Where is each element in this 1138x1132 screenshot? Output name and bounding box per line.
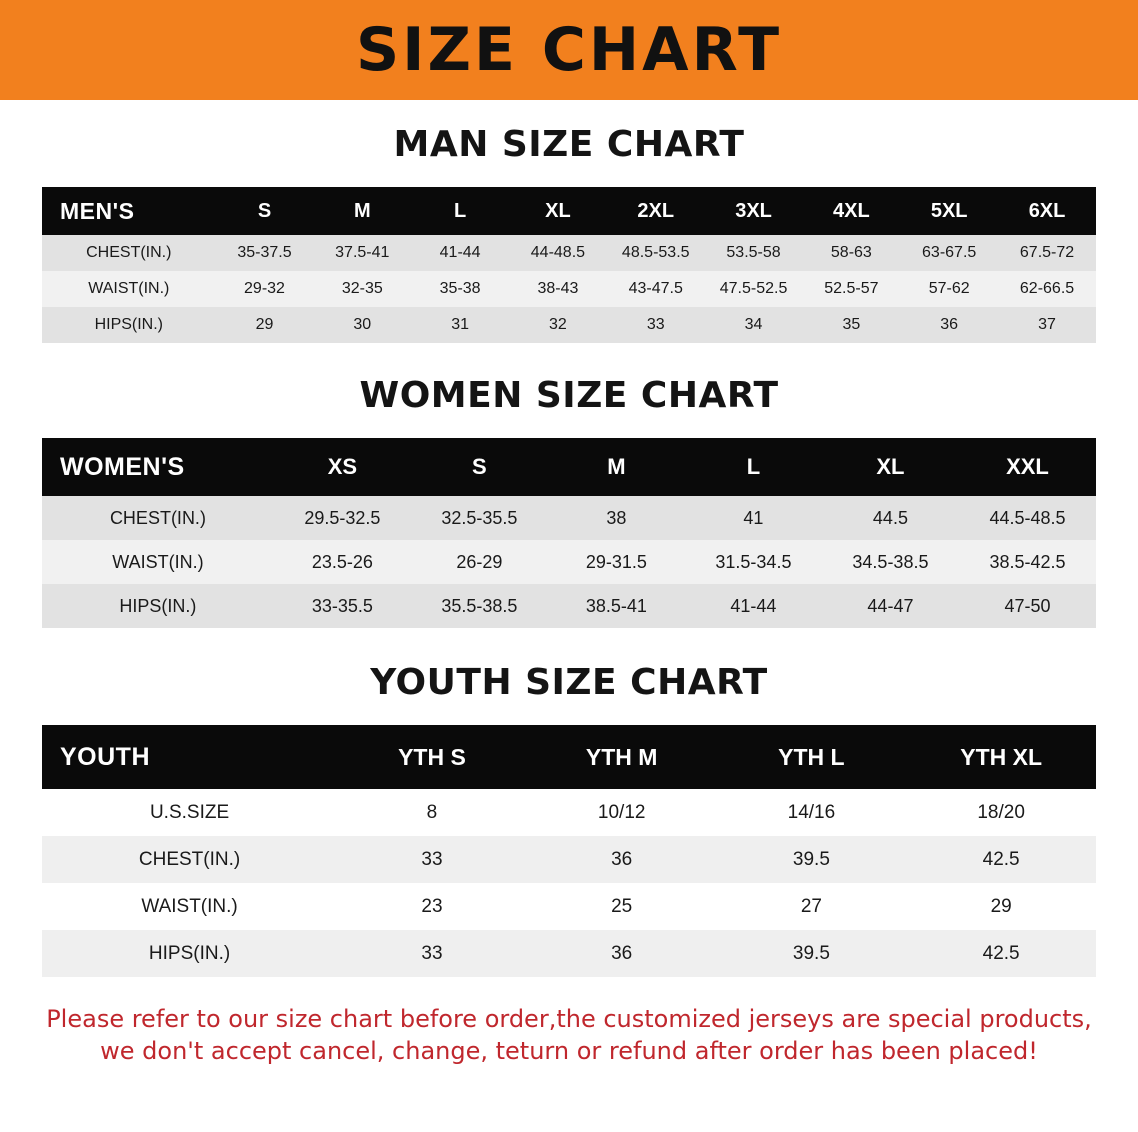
women-cell: 23.5-26 [311, 551, 373, 572]
man-header-cell: MEN'S [60, 197, 135, 224]
youth-table-header-row [42, 725, 1096, 789]
women-header-cell: S [472, 454, 487, 479]
man-cell: 31 [451, 316, 469, 333]
page-banner [0, 0, 1138, 100]
women-header-cell: M [607, 454, 626, 479]
women-cell: 44.5-48.5 [989, 507, 1066, 528]
youth-header-cell: YOUTH [60, 742, 150, 771]
youth-row-label: U.S.SIZE [149, 801, 230, 823]
man-cell: 37 [1038, 316, 1056, 333]
youth-cell: 10/12 [597, 801, 646, 823]
women-header-cell: WOMEN'S [60, 452, 185, 481]
table-row [42, 235, 1096, 271]
youth-cell: 42.5 [982, 942, 1020, 964]
women-cell: 26-29 [456, 551, 503, 572]
man-cell: 57-62 [928, 280, 970, 297]
man-cell: 58-63 [830, 244, 872, 261]
man-header-cell: XL [545, 199, 571, 222]
youth-table-wrap [42, 725, 1096, 977]
man-cell: 33 [646, 316, 665, 333]
women-header-cell: XXL [1006, 454, 1049, 479]
table-row [42, 789, 1096, 836]
women-header-cell: L [746, 454, 761, 479]
youth-row-label: HIPS(IN.) [148, 942, 231, 964]
youth-cell: 33 [421, 848, 443, 870]
women-cell: 31.5-34.5 [715, 551, 792, 572]
man-cell: 35 [842, 316, 861, 333]
man-cell: 30 [353, 316, 372, 333]
table-row [42, 930, 1096, 977]
women-cell: 35.5-38.5 [441, 595, 518, 616]
man-cell: 53.5-58 [726, 244, 781, 261]
man-cell: 37.5-41 [335, 244, 390, 261]
women-cell: 44-47 [867, 595, 914, 616]
man-cell: 32 [549, 316, 567, 333]
youth-cell: 27 [800, 895, 822, 917]
man-header-cell: M [353, 199, 371, 222]
youth-header-cell: YTH M [585, 743, 658, 770]
women-header-cell: XL [876, 454, 905, 479]
man-cell: 41-44 [439, 244, 481, 261]
women-cell: 38 [606, 507, 627, 528]
youth-cell: 42.5 [982, 848, 1020, 870]
man-header-cell: 4XL [833, 199, 870, 222]
youth-cell: 29 [990, 895, 1012, 917]
man-cell: 62-66.5 [1019, 280, 1075, 297]
table-row [42, 836, 1096, 883]
youth-cell: 23 [421, 895, 443, 917]
policy-note-line-1: Please refer to our size chart before order,the customized jerseys are special products, [46, 1005, 1092, 1033]
policy-note-line-2: we don't accept cancel, change, teturn or refund after order has been placed! [100, 1037, 1038, 1066]
youth-cell: 39.5 [792, 942, 830, 964]
policy-note [34, 1003, 1104, 1068]
women-cell: 34.5-38.5 [852, 551, 929, 572]
man-cell: 29-32 [244, 280, 285, 297]
women-table-header-row [42, 438, 1096, 496]
man-header-cell: 6XL [1028, 199, 1066, 222]
women-section-title: WOMEN SIZE CHART [359, 375, 779, 416]
youth-section-title: YOUTH SIZE CHART [370, 662, 768, 703]
table-row [42, 496, 1096, 540]
man-table-wrap [42, 187, 1096, 343]
women-cell: 33-35.5 [311, 595, 373, 616]
women-cell: 47-50 [1004, 595, 1051, 616]
man-header-cell: L [454, 199, 467, 222]
women-row-label: HIPS(IN.) [119, 595, 197, 616]
youth-cell: 36 [611, 942, 633, 964]
youth-size-table [42, 725, 1096, 977]
man-cell: 38-43 [537, 280, 579, 297]
youth-cell: 14/16 [787, 801, 836, 823]
table-row [42, 540, 1096, 584]
man-header-cell: 5XL [930, 199, 968, 222]
women-cell: 41-44 [730, 595, 777, 616]
youth-header-cell: YTH L [778, 743, 845, 770]
youth-cell: 8 [426, 801, 438, 823]
youth-cell: 33 [421, 942, 443, 964]
man-cell: 63-67.5 [922, 244, 977, 261]
man-cell: 36 [940, 316, 959, 333]
youth-row-label: WAIST(IN.) [141, 895, 238, 917]
youth-header-cell: YTH S [398, 743, 466, 770]
youth-cell: 36 [611, 848, 633, 870]
youth-cell: 39.5 [792, 848, 830, 870]
man-cell: 35-37.5 [237, 244, 292, 261]
youth-cell: 18/20 [977, 801, 1025, 823]
table-row [42, 271, 1096, 307]
youth-cell: 25 [611, 895, 633, 917]
man-cell: 43-47.5 [628, 280, 683, 297]
man-header-cell: 2XL [637, 199, 675, 222]
women-row-label: WAIST(IN.) [112, 551, 204, 572]
women-cell: 29-31.5 [585, 551, 647, 572]
women-row-label: CHEST(IN.) [109, 507, 206, 528]
women-header-cell: XS [327, 454, 358, 479]
women-cell: 44.5 [872, 507, 908, 528]
table-row [42, 883, 1096, 930]
man-cell: 44-48.5 [530, 244, 586, 261]
man-cell: 48.5-53.5 [621, 244, 690, 261]
page-title: SIZE CHART [355, 15, 783, 85]
youth-row-label: CHEST(IN.) [138, 848, 241, 870]
man-cell: 47.5-52.5 [719, 280, 788, 297]
man-section-title: MAN SIZE CHART [393, 124, 745, 165]
women-cell: 41 [743, 507, 764, 528]
women-size-table [42, 438, 1096, 628]
man-row-label: CHEST(IN.) [86, 244, 172, 261]
man-header-cell: S [257, 199, 272, 222]
man-row-label: HIPS(IN.) [94, 316, 164, 333]
man-cell: 34 [744, 316, 763, 333]
man-table-header-row [42, 187, 1096, 235]
man-row-label: WAIST(IN.) [88, 280, 170, 297]
man-cell: 32-35 [341, 280, 383, 297]
man-cell: 35-38 [439, 280, 481, 297]
table-row [42, 307, 1096, 343]
youth-header-cell: YTH XL [960, 743, 1043, 770]
women-cell: 29.5-32.5 [304, 507, 381, 528]
man-header-cell: 3XL [735, 199, 772, 222]
man-cell: 67.5-72 [1019, 244, 1075, 261]
table-row [42, 584, 1096, 628]
women-cell: 38.5-42.5 [989, 551, 1066, 572]
man-size-table [42, 187, 1096, 343]
man-cell: 52.5-57 [824, 280, 879, 297]
man-cell: 29 [255, 316, 274, 333]
women-table-wrap [42, 438, 1096, 628]
women-cell: 32.5-35.5 [441, 507, 518, 528]
women-cell: 38.5-41 [585, 595, 647, 616]
